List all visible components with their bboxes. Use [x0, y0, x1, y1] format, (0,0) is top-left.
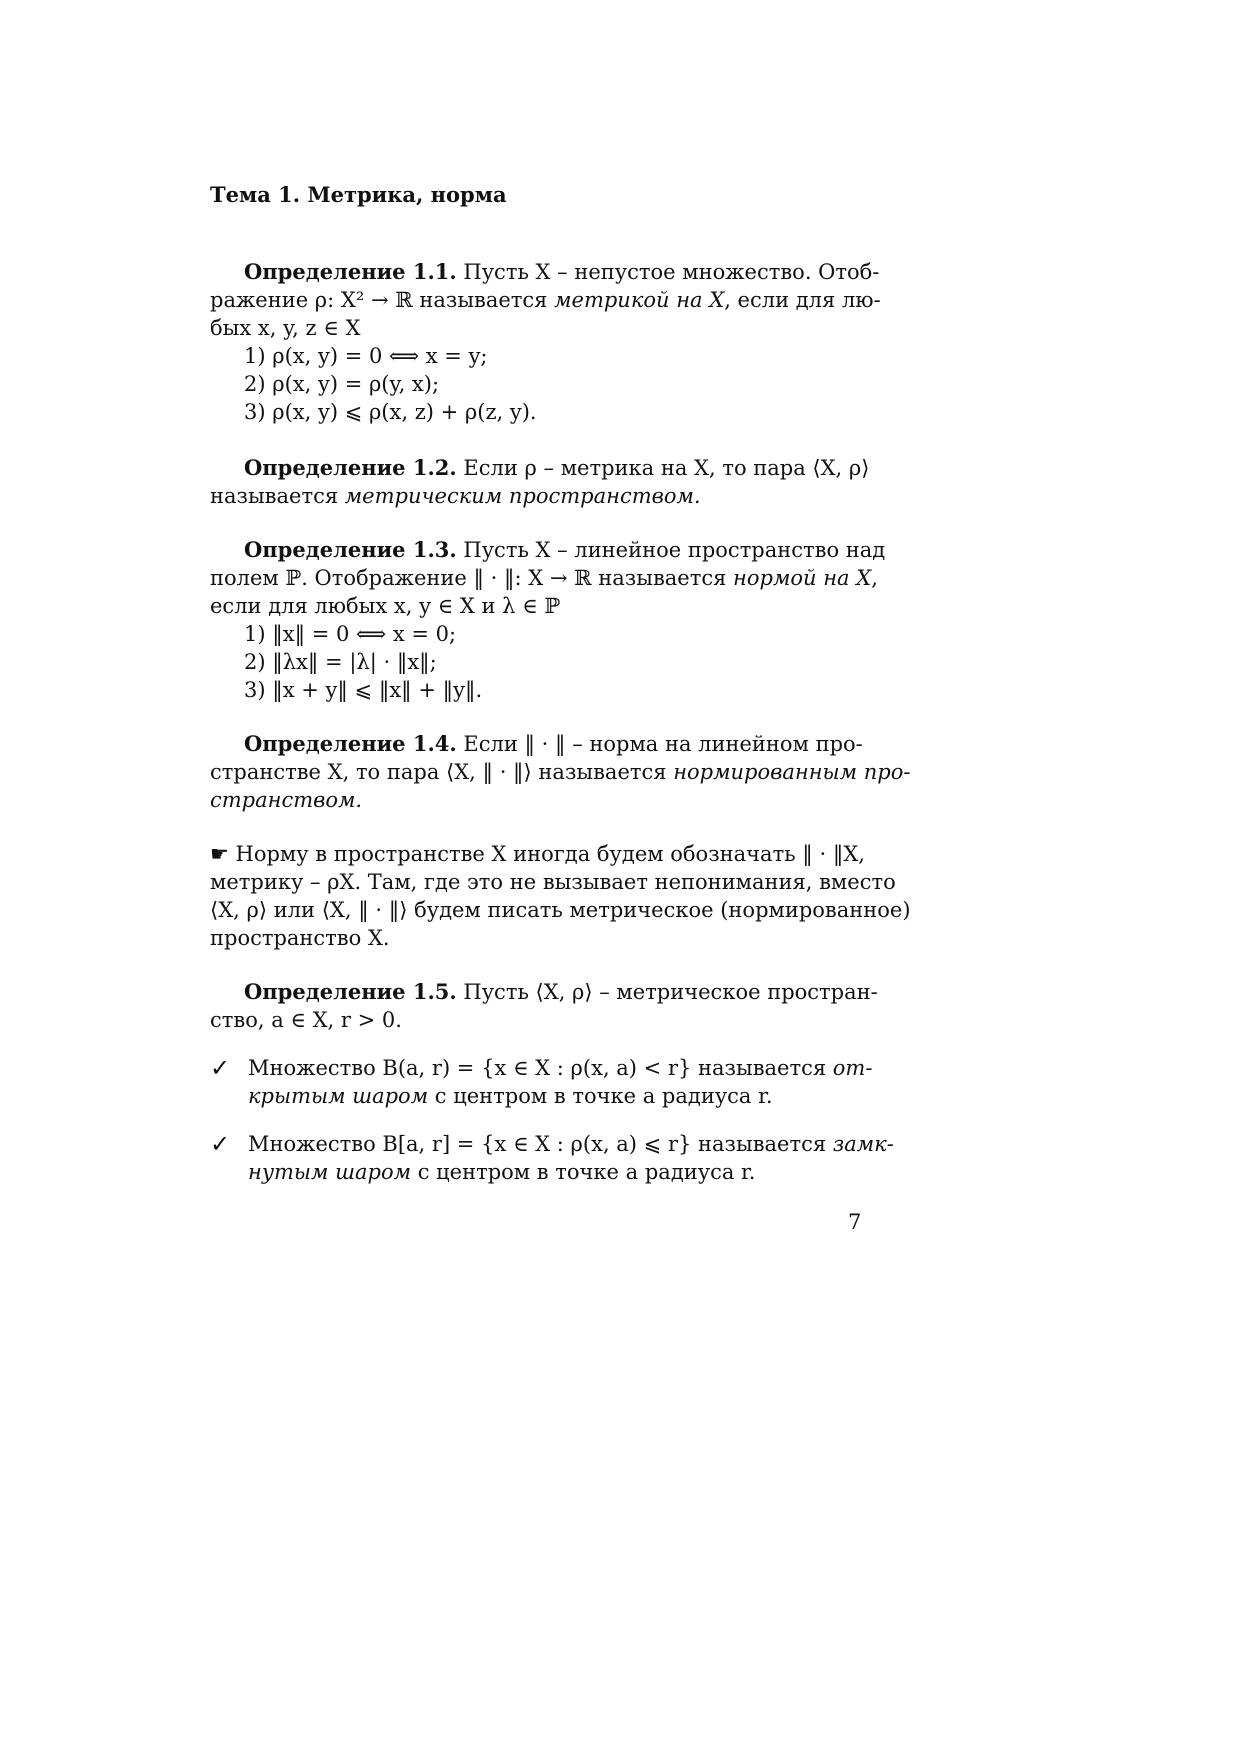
definition-1-2 [210, 454, 870, 510]
def-1-3-line-1: Определение 1.3. Пусть X – линейное пространство над [244, 537, 886, 562]
def-1-4-label: Определение 1.4. [244, 731, 457, 756]
topic-heading: Тема 1. Метрика, норма [210, 182, 507, 207]
term-norm: нормой на X [733, 566, 872, 590]
def-1-1-line-2: ражение ρ: X² → ℝ называется метрикой на X, если для лю- [210, 288, 881, 312]
note-line-1: ☛ Норму в пространстве X иногда будем обозначать ‖ · ‖X, [210, 842, 865, 866]
note-line-4: пространство X. [210, 926, 390, 950]
closed-ball-line-2: нутым шаром с центром в точке a радиуса r. [248, 1160, 756, 1184]
checkmark-icon: ✓ [210, 1130, 231, 1158]
term-normed-space: нормированным про- [673, 760, 911, 784]
note-line-2: метрику – ρX. Там, где это не вызывает непонимания, вместо [210, 870, 896, 894]
bullet-closed-ball [210, 1130, 894, 1186]
definition-1-1 [210, 258, 881, 426]
def-1-3-line-3: если для любых x, y ∈ X и λ ∈ ℙ [210, 594, 561, 618]
def-1-3-axiom-2: 2) ‖λx‖ = |λ| · ‖x‖; [244, 650, 437, 674]
def-1-4-line-2: странстве X, то пара ⟨X, ‖ · ‖⟩ называется нормированным про- [210, 760, 911, 784]
definition-1-5 [210, 978, 878, 1034]
def-1-4-line-1: Определение 1.4. Если ‖ · ‖ – норма на линейном про- [244, 731, 863, 756]
def-1-4-line-3: странством. [210, 788, 363, 812]
term-metric: метрикой на X [554, 288, 725, 312]
def-1-3-axiom-3: 3) ‖x + y‖ ⩽ ‖x‖ + ‖y‖. [244, 678, 483, 702]
def-1-3-line-2: полем ℙ. Отображение ‖ · ‖: X → ℝ называется нормой на X, [210, 566, 878, 590]
def-1-1-line-1: Определение 1.1. Пусть X – непустое множество. Отоб- [244, 259, 880, 284]
def-1-1-axiom-3: 3) ρ(x, y) ⩽ ρ(x, z) + ρ(z, y). [244, 400, 537, 424]
def-1-5-line-1: Определение 1.5. Пусть ⟨X, ρ⟩ – метрическое простран- [244, 979, 878, 1004]
definition-1-3 [210, 536, 886, 704]
def-1-5-line-2: ство, a ∈ X, r > 0. [210, 1008, 402, 1032]
def-1-3-axiom-1: 1) ‖x‖ = 0 ⟺ x = 0; [244, 622, 457, 646]
notation-remark [210, 840, 911, 952]
note-line-3: ⟨X, ρ⟩ или ⟨X, ‖ · ‖⟩ будем писать метрическое (нормированное) [210, 898, 911, 922]
closed-ball-line-1: Множество B[a, r] = {x ∈ X : ρ(x, a) ⩽ r} называется замк- [248, 1132, 894, 1156]
def-1-2-line-2: называется метрическим пространством. [210, 484, 701, 508]
term-closed-ball: нутым шаром [248, 1160, 412, 1184]
def-1-3-label: Определение 1.3. [244, 537, 457, 562]
checkmark-icon: ✓ [210, 1054, 231, 1082]
open-ball-line-2: крытым шаром с центром в точке a радиуса r. [248, 1084, 773, 1108]
def-1-1-label: Определение 1.1. [244, 259, 457, 284]
term-metric-space: метрическим пространством. [344, 484, 701, 508]
term-open-ball: крытым шаром [248, 1084, 429, 1108]
bullet-open-ball [210, 1054, 873, 1110]
def-1-2-line-1: Определение 1.2. Если ρ – метрика на X, то пара ⟨X, ρ⟩ [244, 455, 870, 480]
def-1-5-label: Определение 1.5. [244, 979, 457, 1004]
definition-1-4 [210, 730, 911, 814]
pointing-hand-icon: ☛ [210, 842, 229, 866]
def-1-1-axiom-2: 2) ρ(x, y) = ρ(y, x); [244, 372, 440, 396]
page-number: 7 [848, 1210, 862, 1234]
def-1-1-axiom-1: 1) ρ(x, y) = 0 ⟺ x = y; [244, 344, 488, 368]
def-1-1-line-3: бых x, y, z ∈ X [210, 316, 361, 340]
def-1-2-label: Определение 1.2. [244, 455, 457, 480]
open-ball-line-1: Множество B(a, r) = {x ∈ X : ρ(x, a) < r} называется от- [248, 1056, 873, 1080]
